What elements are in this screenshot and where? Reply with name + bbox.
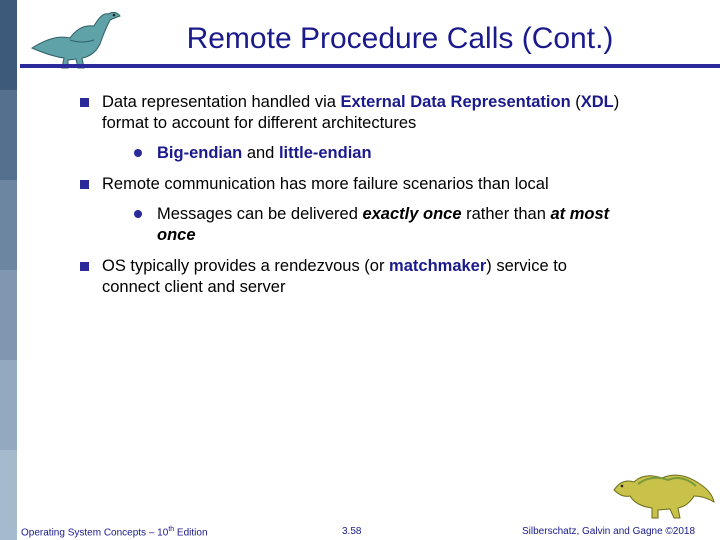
footer-superscript: th — [168, 526, 175, 533]
square-bullet-icon — [80, 262, 89, 271]
highlight-term: External Data Representation — [340, 93, 571, 111]
round-bullet-icon — [134, 149, 142, 157]
footer-book-title — [21, 526, 208, 538]
bullet-text: OS typically provides a rendezvous (or — [102, 257, 390, 275]
dinosaur-icon — [608, 462, 718, 522]
round-bullet-icon — [134, 210, 142, 218]
bullet-text: Data representation handled via — [102, 93, 341, 111]
bullet-text: ) service to connect client and server — [102, 257, 567, 296]
sub-bullet-item — [102, 204, 620, 246]
footer-text: Operating System Concepts – 10 — [21, 527, 169, 539]
footer-text: Edition — [174, 527, 208, 539]
bullet-text: ) format to account for different architectures — [102, 93, 620, 132]
highlight-term: matchmaker — [389, 257, 487, 275]
emphasis-term: exactly once — [362, 205, 462, 223]
bullet-text: ( — [570, 93, 581, 111]
bullet-text: and — [242, 144, 279, 162]
bullet-text: rather than — [461, 205, 551, 223]
slide-title: Remote Procedure Calls (Cont.) — [186, 22, 614, 55]
highlight-term: XDL — [580, 93, 614, 111]
square-bullet-icon — [80, 98, 89, 107]
bullet-list — [80, 92, 620, 307]
footer-page-number: 3.58 — [342, 526, 362, 537]
bullet-item — [80, 92, 620, 164]
dinosaur-icon — [24, 4, 136, 70]
left-sidebar-bar — [0, 0, 17, 540]
bullet-item — [80, 174, 620, 246]
emphasis-term: at most once — [157, 205, 610, 244]
highlight-term: little-endian — [278, 144, 372, 162]
sub-bullet-item — [102, 143, 620, 164]
square-bullet-icon — [80, 180, 89, 189]
bullet-text: Messages can be delivered — [157, 205, 363, 223]
bullet-text: Remote communication has more failure scenarios than local — [102, 175, 549, 193]
highlight-term: Big-endian — [157, 144, 243, 162]
bullet-item — [80, 256, 620, 298]
footer-authors: Silberschatz, Galvin and Gagne ©2018 — [522, 526, 696, 537]
title-underline — [20, 64, 720, 68]
